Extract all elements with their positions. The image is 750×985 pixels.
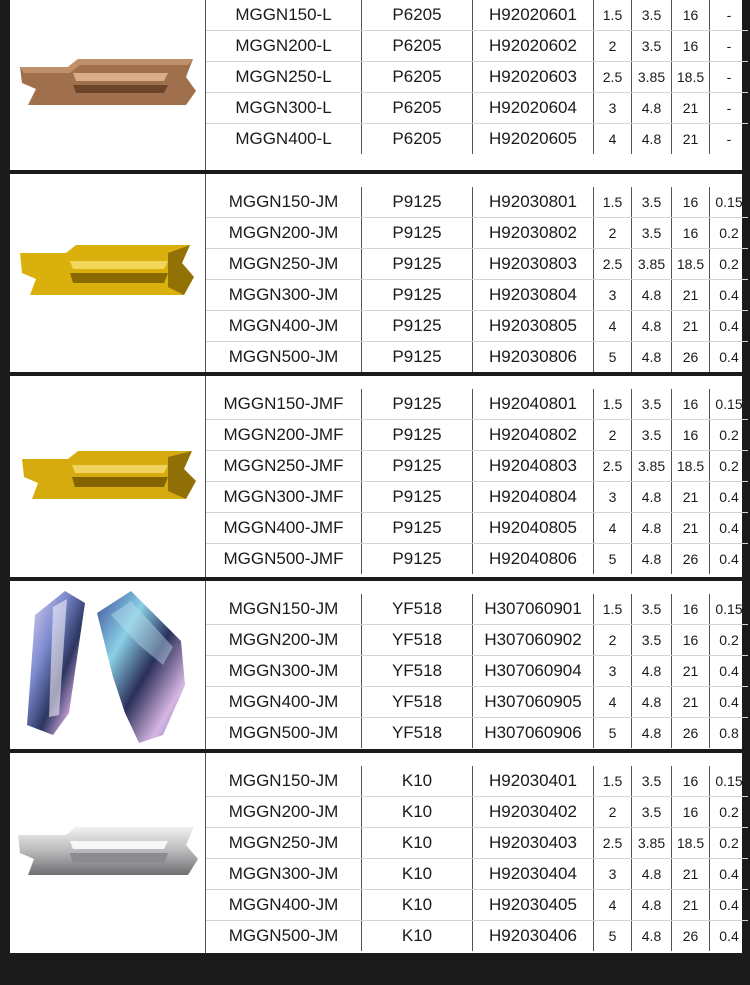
length-cell: 21 — [672, 482, 710, 512]
grade-cell: YF518 — [362, 656, 473, 686]
grade-cell: P6205 — [362, 0, 473, 30]
width-cell: 5 — [594, 718, 632, 748]
length-cell: 16 — [672, 625, 710, 655]
grade-cell: P6205 — [362, 62, 473, 92]
model-cell: MGGN250-JM — [206, 249, 362, 279]
dimension-cell: 4.8 — [632, 342, 672, 372]
code-cell: H92030406 — [473, 921, 594, 951]
dimension-cell: 3.5 — [632, 218, 672, 248]
model-cell: MGGN150-JM — [206, 187, 362, 217]
radius-cell: - — [726, 100, 732, 116]
dimension-cell: 3.5 — [632, 187, 672, 217]
model-cell: MGGN200-JMF — [206, 420, 362, 450]
product-group-gold-jm — [10, 174, 742, 372]
code-cell: H92030804 — [473, 280, 594, 310]
table-row — [206, 687, 748, 718]
length-cell: 21 — [672, 513, 710, 543]
spec-rows — [206, 376, 748, 577]
model-cell: MGGN400-L — [206, 124, 362, 154]
grade-cell: P9125 — [362, 482, 473, 512]
length-cell: 21 — [672, 93, 710, 123]
table-row — [206, 420, 748, 451]
code-cell: H92030401 — [473, 766, 594, 796]
code-cell: H92020604 — [473, 93, 594, 123]
grade-cell: K10 — [362, 921, 473, 951]
length-cell: 21 — [672, 280, 710, 310]
model-cell: MGGN150-JM — [206, 594, 362, 624]
table-row — [206, 187, 748, 218]
grooving-insert-icon — [18, 243, 198, 303]
length-cell: 18.5 — [672, 828, 710, 858]
model-cell: MGGN300-JM — [206, 656, 362, 686]
length-cell: 26 — [672, 342, 710, 372]
insert-image-iridescent — [10, 581, 206, 749]
radius-cell: 0.4 — [719, 694, 739, 710]
radius-cell: 0.2 — [719, 835, 739, 851]
length-cell: 26 — [672, 544, 710, 574]
length-cell: 21 — [672, 124, 710, 154]
code-cell: H92040803 — [473, 451, 594, 481]
model-cell: MGGN250-L — [206, 62, 362, 92]
code-cell: H92040804 — [473, 482, 594, 512]
model-cell: MGGN500-JM — [206, 342, 362, 372]
insert-image-gold — [10, 174, 206, 372]
width-cell: 2 — [594, 420, 632, 450]
width-cell: 2.5 — [594, 828, 632, 858]
model-cell: MGGN300-JMF — [206, 482, 362, 512]
dimension-cell: 4.8 — [632, 513, 672, 543]
grade-cell: P6205 — [362, 31, 473, 61]
grade-cell: P9125 — [362, 451, 473, 481]
radius-cell: 0.2 — [719, 225, 739, 241]
model-cell: MGGN150-JM — [206, 766, 362, 796]
width-cell: 4 — [594, 513, 632, 543]
dimension-cell: 4.8 — [632, 544, 672, 574]
width-cell: 5 — [594, 921, 632, 951]
table-row — [206, 921, 748, 951]
length-cell: 16 — [672, 420, 710, 450]
table-row — [206, 124, 748, 154]
dimension-cell: 3.5 — [632, 594, 672, 624]
code-cell: H307060905 — [473, 687, 594, 717]
table-row — [206, 513, 748, 544]
length-cell: 26 — [672, 921, 710, 951]
radius-cell: 0.4 — [719, 551, 739, 567]
radius-cell: 0.15 — [715, 194, 743, 210]
table-row — [206, 93, 748, 124]
dimension-cell: 4.8 — [632, 656, 672, 686]
dimension-cell: 3.5 — [632, 420, 672, 450]
dimension-cell: 3.5 — [632, 797, 672, 827]
width-cell: 2 — [594, 218, 632, 248]
code-cell: H92030404 — [473, 859, 594, 889]
model-cell: MGGN300-JM — [206, 280, 362, 310]
model-cell: MGGN400-JM — [206, 687, 362, 717]
grade-cell: K10 — [362, 797, 473, 827]
table-row — [206, 280, 748, 311]
spec-rows — [206, 0, 748, 170]
code-cell: H92040801 — [473, 389, 594, 419]
grade-cell: P9125 — [362, 342, 473, 372]
width-cell: 1.5 — [594, 594, 632, 624]
radius-cell: 0.2 — [719, 256, 739, 272]
code-cell: H92040802 — [473, 420, 594, 450]
model-cell: MGGN200-JM — [206, 625, 362, 655]
table-row — [206, 482, 748, 513]
width-cell: 2.5 — [594, 249, 632, 279]
spec-rows — [206, 581, 748, 749]
dimension-cell: 4.8 — [632, 124, 672, 154]
dimension-cell: 4.8 — [632, 93, 672, 123]
model-cell: MGGN150-JMF — [206, 389, 362, 419]
length-cell: 21 — [672, 687, 710, 717]
width-cell: 1.5 — [594, 389, 632, 419]
radius-cell: 0.4 — [719, 287, 739, 303]
grooving-insert-icon — [18, 55, 198, 115]
code-cell: H92020602 — [473, 31, 594, 61]
table-row — [206, 249, 748, 280]
grade-cell: P9125 — [362, 218, 473, 248]
table-row — [206, 890, 748, 921]
table-row — [206, 389, 748, 420]
spec-rows — [206, 753, 748, 953]
dimension-cell: 3.85 — [632, 828, 672, 858]
table-row — [206, 31, 748, 62]
grade-cell: YF518 — [362, 594, 473, 624]
width-cell: 2 — [594, 797, 632, 827]
table-row — [206, 594, 748, 625]
grade-cell: YF518 — [362, 625, 473, 655]
code-cell: H92030805 — [473, 311, 594, 341]
radius-cell: 0.4 — [719, 897, 739, 913]
width-cell: 2.5 — [594, 451, 632, 481]
product-group-iridescent — [10, 581, 742, 749]
grade-cell: K10 — [362, 890, 473, 920]
dimension-cell: 3.85 — [632, 451, 672, 481]
model-cell: MGGN400-JM — [206, 890, 362, 920]
width-cell: 1.5 — [594, 0, 632, 30]
code-cell: H92020605 — [473, 124, 594, 154]
code-cell: H307060904 — [473, 656, 594, 686]
width-cell: 3 — [594, 280, 632, 310]
insert-image-silver — [10, 753, 206, 953]
table-row — [206, 625, 748, 656]
dimension-cell: 3.5 — [632, 0, 672, 30]
model-cell: MGGN200-JM — [206, 218, 362, 248]
dimension-cell: 3.5 — [632, 625, 672, 655]
radius-cell: - — [726, 38, 732, 54]
radius-cell: - — [726, 131, 732, 147]
table-row — [206, 544, 748, 574]
grade-cell: P9125 — [362, 187, 473, 217]
grade-cell: K10 — [362, 828, 473, 858]
dimension-cell: 3.85 — [632, 62, 672, 92]
radius-cell: 0.4 — [719, 349, 739, 365]
width-cell: 3 — [594, 93, 632, 123]
length-cell: 16 — [672, 187, 710, 217]
width-cell: 3 — [594, 482, 632, 512]
length-cell: 16 — [672, 766, 710, 796]
radius-cell: 0.4 — [719, 928, 739, 944]
model-cell: MGGN300-L — [206, 93, 362, 123]
length-cell: 16 — [672, 389, 710, 419]
dimension-cell: 3.5 — [632, 31, 672, 61]
radius-cell: 0.2 — [719, 458, 739, 474]
radius-cell: 0.2 — [719, 804, 739, 820]
length-cell: 21 — [672, 890, 710, 920]
length-cell: 16 — [672, 594, 710, 624]
model-cell: MGGN150-L — [206, 0, 362, 30]
width-cell: 4 — [594, 311, 632, 341]
model-cell: MGGN400-JM — [206, 311, 362, 341]
grade-cell: K10 — [362, 859, 473, 889]
width-cell: 4 — [594, 687, 632, 717]
dimension-cell: 3.5 — [632, 389, 672, 419]
radius-cell: - — [726, 7, 732, 23]
code-cell: H92040805 — [473, 513, 594, 543]
length-cell: 21 — [672, 656, 710, 686]
dimension-cell: 3.85 — [632, 249, 672, 279]
radius-cell: 0.4 — [719, 489, 739, 505]
table-row — [206, 859, 748, 890]
length-cell: 18.5 — [672, 451, 710, 481]
grade-cell: YF518 — [362, 718, 473, 748]
model-cell: MGGN300-JM — [206, 859, 362, 889]
model-cell: MGGN200-JM — [206, 797, 362, 827]
table-row — [206, 828, 748, 859]
code-cell: H92030402 — [473, 797, 594, 827]
radius-cell: 0.4 — [719, 663, 739, 679]
product-group-gold-jmf — [10, 376, 742, 577]
length-cell: 26 — [672, 718, 710, 748]
grade-cell: P9125 — [362, 280, 473, 310]
insert-image-bronze — [10, 0, 206, 170]
width-cell: 2.5 — [594, 62, 632, 92]
grade-cell: P9125 — [362, 513, 473, 543]
code-cell: H92040806 — [473, 544, 594, 574]
code-cell: H92030806 — [473, 342, 594, 372]
width-cell: 2 — [594, 31, 632, 61]
grade-cell: P6205 — [362, 93, 473, 123]
table-row — [206, 218, 748, 249]
code-cell: H92030803 — [473, 249, 594, 279]
length-cell: 16 — [672, 797, 710, 827]
radius-cell: 0.15 — [715, 773, 743, 789]
model-cell: MGGN400-JMF — [206, 513, 362, 543]
dimension-cell: 3.5 — [632, 766, 672, 796]
radius-cell: 0.4 — [719, 866, 739, 882]
radius-cell: 0.4 — [719, 520, 739, 536]
grade-cell: P9125 — [362, 389, 473, 419]
length-cell: 16 — [672, 31, 710, 61]
product-group-bronze — [10, 0, 742, 170]
width-cell: 3 — [594, 859, 632, 889]
product-group-silver — [10, 753, 742, 953]
table-row — [206, 797, 748, 828]
coated-insert-pair-icon — [13, 585, 203, 745]
dimension-cell: 4.8 — [632, 718, 672, 748]
table-row — [206, 766, 748, 797]
grade-cell: P9125 — [362, 249, 473, 279]
width-cell: 5 — [594, 342, 632, 372]
length-cell: 16 — [672, 0, 710, 30]
radius-cell: 0.2 — [719, 632, 739, 648]
radius-cell: 0.2 — [719, 427, 739, 443]
model-cell: MGGN500-JM — [206, 921, 362, 951]
width-cell: 3 — [594, 656, 632, 686]
grade-cell: P9125 — [362, 311, 473, 341]
spec-rows — [206, 174, 748, 372]
grooving-insert-icon — [18, 447, 198, 507]
table-row — [206, 62, 748, 93]
table-row — [206, 0, 748, 31]
model-cell: MGGN250-JMF — [206, 451, 362, 481]
radius-cell: - — [726, 69, 732, 85]
code-cell: H92020601 — [473, 0, 594, 30]
width-cell: 1.5 — [594, 766, 632, 796]
model-cell: MGGN500-JM — [206, 718, 362, 748]
code-cell: H92030801 — [473, 187, 594, 217]
table-row — [206, 718, 748, 748]
table-row — [206, 311, 748, 342]
dimension-cell: 4.8 — [632, 482, 672, 512]
dimension-cell: 4.8 — [632, 311, 672, 341]
code-cell: H92030403 — [473, 828, 594, 858]
radius-cell: 0.8 — [719, 725, 739, 741]
length-cell: 18.5 — [672, 62, 710, 92]
width-cell: 4 — [594, 124, 632, 154]
dimension-cell: 4.8 — [632, 921, 672, 951]
table-row — [206, 656, 748, 687]
grade-cell: YF518 — [362, 687, 473, 717]
code-cell: H307060906 — [473, 718, 594, 748]
code-cell: H307060901 — [473, 594, 594, 624]
model-cell: MGGN250-JM — [206, 828, 362, 858]
table-row — [206, 451, 748, 482]
grade-cell: P9125 — [362, 544, 473, 574]
grade-cell: P9125 — [362, 420, 473, 450]
dimension-cell: 4.8 — [632, 890, 672, 920]
width-cell: 2 — [594, 625, 632, 655]
code-cell: H92030802 — [473, 218, 594, 248]
length-cell: 21 — [672, 311, 710, 341]
grade-cell: P6205 — [362, 124, 473, 154]
grooving-insert-icon — [16, 823, 200, 883]
table-row — [206, 342, 748, 372]
width-cell: 4 — [594, 890, 632, 920]
length-cell: 18.5 — [672, 249, 710, 279]
radius-cell: 0.15 — [715, 601, 743, 617]
model-cell: MGGN200-L — [206, 31, 362, 61]
grade-cell: K10 — [362, 766, 473, 796]
length-cell: 21 — [672, 859, 710, 889]
radius-cell: 0.15 — [715, 396, 743, 412]
code-cell: H307060902 — [473, 625, 594, 655]
radius-cell: 0.4 — [719, 318, 739, 334]
dimension-cell: 4.8 — [632, 687, 672, 717]
length-cell: 16 — [672, 218, 710, 248]
dimension-cell: 4.8 — [632, 280, 672, 310]
width-cell: 1.5 — [594, 187, 632, 217]
insert-image-gold-jmf — [10, 376, 206, 577]
model-cell: MGGN500-JMF — [206, 544, 362, 574]
code-cell: H92020603 — [473, 62, 594, 92]
dimension-cell: 4.8 — [632, 859, 672, 889]
code-cell: H92030405 — [473, 890, 594, 920]
width-cell: 5 — [594, 544, 632, 574]
